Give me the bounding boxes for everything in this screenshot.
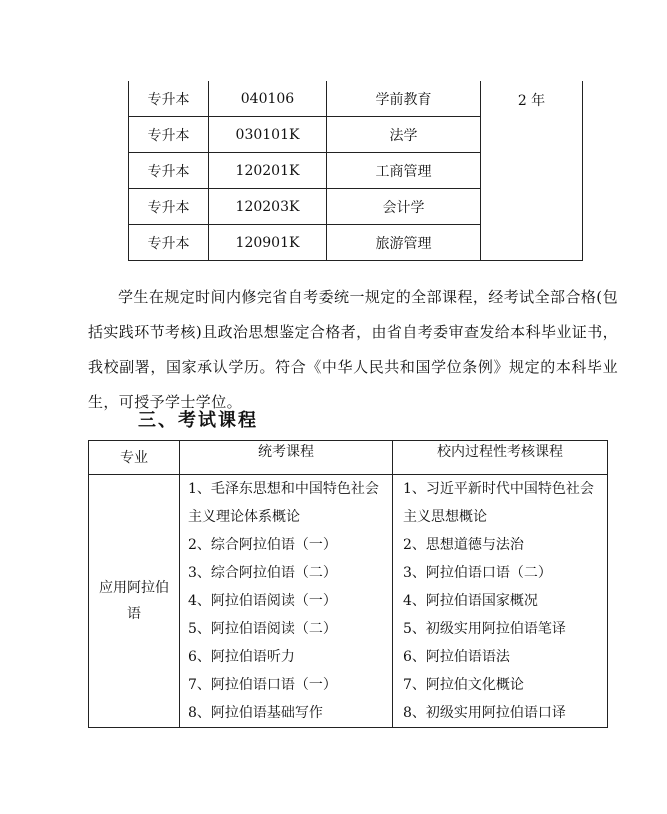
list-item: 7、阿拉伯文化概论	[403, 677, 524, 693]
list-item: 1、毛泽东思想和中国特色社会主义理论体系概论	[188, 481, 379, 525]
code-cell: 120901K	[209, 225, 327, 261]
internal-course-cell	[393, 475, 608, 728]
list-item: 3、阿拉伯语口语（二）	[403, 565, 552, 581]
list-item: 8、阿拉伯语基础写作	[188, 705, 323, 721]
major-name-line: 语	[127, 606, 141, 622]
unified-course-list	[180, 475, 392, 727]
level-cell: 专升本	[129, 117, 209, 153]
level-cell: 专升本	[129, 225, 209, 261]
level-cell: 专升本	[129, 189, 209, 225]
internal-course-list	[393, 475, 607, 727]
major-cell: 工商管理	[327, 153, 481, 189]
table-row	[129, 81, 583, 117]
list-item: 7、阿拉伯语口语（一）	[188, 677, 337, 693]
course-table	[88, 440, 608, 728]
list-item: 6、阿拉伯语语法	[403, 649, 510, 665]
code-cell: 040106	[209, 81, 327, 117]
list-item: 5、初级实用阿拉伯语笔译	[403, 621, 566, 637]
list-item: 5、阿拉伯语阅读（二）	[188, 621, 337, 637]
program-table	[128, 81, 583, 261]
code-cell: 120203K	[209, 189, 327, 225]
section-heading: 三、考试课程	[138, 410, 258, 431]
table-row	[89, 475, 608, 728]
major-cell: 学前教育	[327, 81, 481, 117]
header-major: 专业	[89, 441, 180, 475]
list-item: 4、阿拉伯语阅读（一）	[188, 593, 337, 609]
level-cell: 专升本	[129, 81, 209, 117]
list-item: 6、阿拉伯语听力	[188, 649, 295, 665]
graduation-paragraph: 学生在规定时间内修完省自考委统一规定的全部课程，经考试全部合格(包括实践环节考核)且政治思想鉴定合格者，由省自考委审查发给本科毕业证书，我校副署，国家承认学历。符合《中华人民共和国学位条例》规定的本科毕业生，可授予学士学位。	[88, 288, 618, 411]
list-item: 4、阿拉伯语国家概况	[403, 593, 538, 609]
header-internal-courses: 校内过程性考核课程	[393, 441, 608, 475]
code-cell: 120201K	[209, 153, 327, 189]
duration-cell: 2 年	[481, 81, 583, 261]
header-row	[89, 441, 608, 475]
unified-course-cell	[180, 475, 393, 728]
major-cell: 会计学	[327, 189, 481, 225]
list-item: 1、习近平新时代中国特色社会主义思想概论	[403, 481, 594, 525]
list-item: 8、初级实用阿拉伯语口译	[403, 705, 566, 721]
major-name-line: 应用阿拉伯	[99, 580, 169, 596]
list-item: 3、综合阿拉伯语（二）	[188, 565, 337, 581]
list-item: 2、综合阿拉伯语（一）	[188, 537, 337, 553]
list-item: 2、思想道德与法治	[403, 537, 524, 553]
major-cell: 法学	[327, 117, 481, 153]
header-unified-courses: 统考课程	[180, 441, 393, 475]
code-cell: 030101K	[209, 117, 327, 153]
major-cell: 旅游管理	[327, 225, 481, 261]
major-name-cell	[89, 475, 180, 728]
level-cell: 专升本	[129, 153, 209, 189]
